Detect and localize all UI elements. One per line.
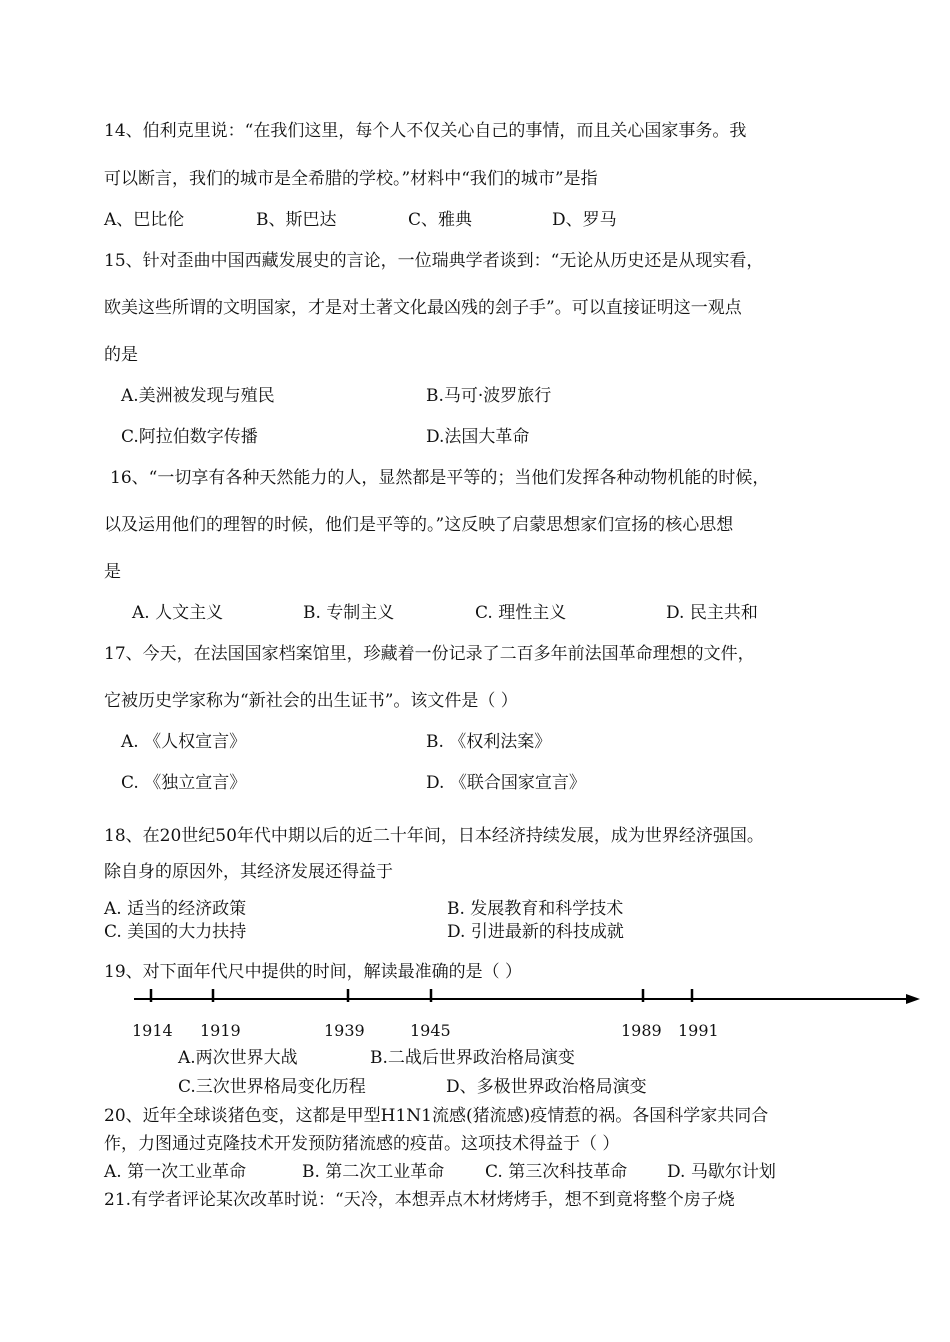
q18-option-c: C. 美国的大力扶持: [104, 922, 247, 942]
q17-option-a: A. 《人权宣言》: [121, 732, 247, 752]
q16-stem-line1: 16、“一切享有各种天然能力的人，显然都是平等的；当他们发挥各种动物机能的时候，: [110, 468, 770, 488]
q15-stem-line2: 欧美这些所谓的文明国家，才是对土著文化最凶残的刽子手”。可以直接证明这一观点: [104, 298, 742, 318]
q19-option-b: B.二战后世界政治格局演变: [370, 1048, 575, 1068]
timeline-year-label: 1919: [200, 1021, 241, 1040]
timeline-year-label: 1939: [324, 1021, 365, 1040]
q14-option-a: A、巴比伦: [104, 210, 185, 230]
q17-stem-line1: 17、今天，在法国国家档案馆里，珍藏着一份记录了二百多年前法国革命理想的文件，: [104, 644, 755, 664]
q19-option-d: D、多极世界政治格局演变: [446, 1077, 647, 1097]
q20-stem-line2: 作，力图通过克隆技术开发预防猪流感的疫苗。这项技术得益于（ ）: [104, 1134, 620, 1154]
q16-option-c: C. 理性主义: [475, 603, 567, 623]
q20-option-d: D. 马歇尔计划: [667, 1162, 776, 1182]
q17-option-d: D. 《联合国家宣言》: [426, 773, 586, 793]
timeline-labels: [132, 1021, 719, 1040]
q17-option-c: C. 《独立宣言》: [121, 773, 247, 793]
q16-option-a: A. 人文主义: [132, 603, 224, 623]
q14-stem-line2: 可以断言，我们的城市是全希腊的学校。”材料中“我们的城市”是指: [104, 169, 598, 189]
q15-option-d: D.法国大革命: [426, 427, 530, 447]
q18-option-b: B. 发展教育和科学技术: [447, 899, 624, 919]
q18-stem-line1: 18、在20世纪50年代中期以后的近二十年间，日本经济持续发展，成为世界经济强国。: [104, 826, 764, 846]
q15-stem-line3: 的是: [104, 345, 138, 365]
timeline-year-label: 1991: [678, 1021, 719, 1040]
timeline-arrowhead: [906, 994, 920, 1004]
q17-option-b: B. 《权利法案》: [426, 732, 552, 752]
q14-option-b: B、斯巴达: [256, 210, 337, 230]
q21-stem-line1: 21.有学者评论某次改革时说：“天冷，本想弄点木材烤烤手，想不到竟将整个房子烧: [104, 1190, 735, 1210]
q20-option-b: B. 第二次工业革命: [302, 1162, 445, 1182]
q14-stem-line1: 14、伯利克里说：“在我们这里，每个人不仅关心自己的事情，而且关心国家事务。我: [104, 121, 747, 141]
timeline-year-label: 1945: [410, 1021, 451, 1040]
q16-stem-line3: 是: [104, 562, 121, 582]
q19-stem-line1: 19、对下面年代尺中提供的时间，解读最准确的是（ ）: [104, 962, 523, 982]
q14-option-c: C、雅典: [408, 210, 473, 230]
q18-option-d: D. 引进最新的科技成就: [447, 922, 624, 942]
timeline-ticks: [151, 989, 692, 1002]
q18-stem-line2: 除自身的原因外，其经济发展还得益于: [104, 862, 393, 882]
q19-option-c: C.三次世界格局变化历程: [178, 1077, 366, 1097]
q20-stem-line1: 20、近年全球谈猪色变，这都是甲型H1N1流感(猪流感)疫情惹的祸。各国科学家共同合: [104, 1106, 769, 1126]
q17-stem-line2: 它被历史学家称为“新社会的出生证书”。该文件是（ ）: [104, 691, 518, 711]
q19-option-a: A.两次世界大战: [178, 1048, 298, 1068]
q18-option-a: A. 适当的经济政策: [104, 899, 247, 919]
q15-option-b: B.马可·波罗旅行: [426, 386, 552, 406]
q14-option-d: D、罗马: [552, 210, 617, 230]
q15-stem-line1: 15、针对歪曲中国西藏发展史的言论，一位瑞典学者谈到：“无论从历史还是从现实看，: [104, 251, 764, 271]
q16-option-b: B. 专制主义: [303, 603, 395, 623]
timeline-year-label: 1989: [621, 1021, 662, 1040]
q15-option-c: C.阿拉伯数字传播: [121, 427, 258, 447]
q16-stem-line2: 以及运用他们的理智的时候，他们是平等的。”这反映了启蒙思想家们宣扬的核心思想: [104, 515, 734, 535]
q20-option-a: A. 第一次工业革命: [104, 1162, 247, 1182]
q20-option-c: C. 第三次科技革命: [485, 1162, 628, 1182]
timeline-ruler: [130, 975, 930, 1045]
q16-option-d: D. 民主共和: [666, 603, 758, 623]
timeline-year-label: 1914: [132, 1021, 173, 1040]
q15-option-a: A.美洲被发现与殖民: [121, 386, 275, 406]
